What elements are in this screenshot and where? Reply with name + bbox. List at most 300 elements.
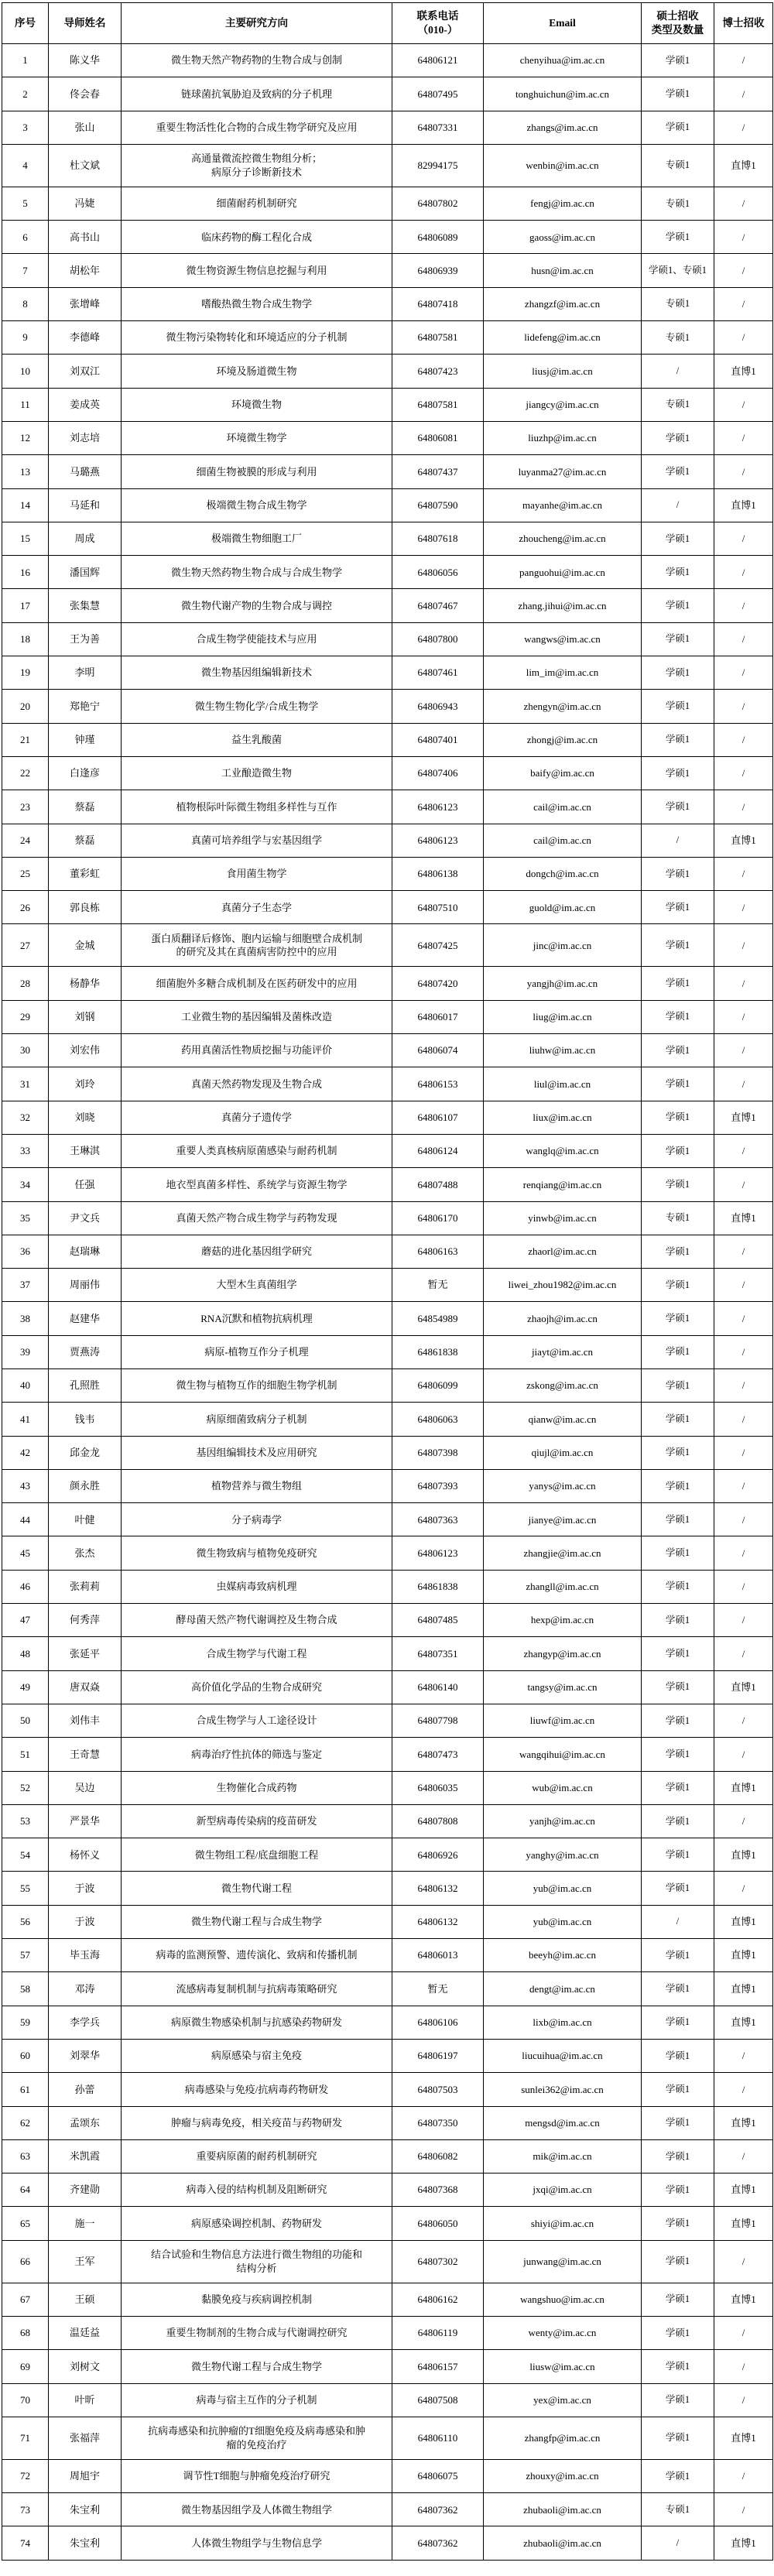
cell-email: fengj@im.ac.cn [484, 187, 642, 220]
cell-name: 胡松年 [49, 254, 122, 287]
cell-phd: / [714, 1335, 773, 1368]
table-row [2, 1905, 773, 1938]
cell-master: 学硕1 [642, 967, 714, 1000]
cell-name: 蔡磊 [49, 824, 122, 857]
cell-master: 专硕1 [642, 287, 714, 320]
cell-phd: / [714, 1536, 773, 1570]
table-row [2, 455, 773, 488]
cell-direction: 重要病原菌的耐药机制研究 [122, 2139, 392, 2173]
table-row [2, 1134, 773, 1167]
cell-name: 张山 [49, 111, 122, 144]
cell-master: 学硕1 [642, 723, 714, 756]
table-row [2, 1872, 773, 1905]
cell-email: cail@im.ac.cn [484, 824, 642, 857]
table-row [2, 1101, 773, 1134]
table-row [2, 1168, 773, 1201]
cell-phd: / [714, 556, 773, 589]
cell-no: 50 [2, 1704, 49, 1737]
cell-email: wenty@im.ac.cn [484, 2317, 642, 2350]
cell-no: 51 [2, 1738, 49, 1771]
cell-no: 36 [2, 1235, 49, 1268]
cell-email: panguohui@im.ac.cn [484, 556, 642, 589]
cell-direction: 益生乳酸菌 [122, 723, 392, 756]
cell-direction: 细菌胞外多糖合成机制及在医药研发中的应用 [122, 967, 392, 1000]
cell-direction: 细菌生物被膜的形成与利用 [122, 455, 392, 488]
table-row [2, 321, 773, 355]
cell-no: 5 [2, 187, 49, 220]
cell-master: 学硕1 [642, 1235, 714, 1268]
cell-master: 学硕1 [642, 1067, 714, 1101]
cell-phd: / [714, 1738, 773, 1771]
table-row [2, 622, 773, 656]
table-row [2, 824, 773, 857]
table-row [2, 1939, 773, 1972]
cell-phone: 64807802 [392, 187, 484, 220]
cell-direction: 真菌天然药物发现及生物合成 [122, 1067, 392, 1101]
cell-email: tangsy@im.ac.cn [484, 1670, 642, 1704]
cell-direction: 食用菌生物学 [122, 857, 392, 890]
cell-name: 叶健 [49, 1503, 122, 1536]
cell-name: 孟颂东 [49, 2106, 122, 2139]
cell-phd: / [714, 2073, 773, 2106]
cell-direction: 环境及肠道微生物 [122, 355, 392, 388]
cell-phone: 64807418 [392, 287, 484, 320]
cell-name: 钟瑾 [49, 723, 122, 756]
cell-phone: 64807488 [392, 1168, 484, 1201]
cell-direction: 蛋白质翻译后修饰、胞内运输与细胞壁合成机制 的研究及其在真菌病害防控中的应用 [122, 924, 392, 967]
cell-phone: 64806157 [392, 2350, 484, 2383]
cell-master: 学硕1 [642, 1368, 714, 1402]
cell-no: 20 [2, 690, 49, 723]
cell-email: zskong@im.ac.cn [484, 1368, 642, 1402]
cell-master: 学硕1 [642, 221, 714, 254]
cell-name: 蔡磊 [49, 790, 122, 824]
cell-email: zhangjie@im.ac.cn [484, 1536, 642, 1570]
cell-master: 学硕1 [642, 1436, 714, 1469]
cell-email: qiujl@im.ac.cn [484, 1436, 642, 1469]
cell-no: 24 [2, 824, 49, 857]
table-row [2, 2106, 773, 2139]
cell-name: 郑艳宁 [49, 690, 122, 723]
cell-phone: 64806132 [392, 1872, 484, 1905]
cell-master: 学硕1 [642, 756, 714, 790]
cell-no: 46 [2, 1570, 49, 1603]
cell-no: 53 [2, 1804, 49, 1838]
cell-phd: / [714, 1872, 773, 1905]
cell-name: 佟会春 [49, 77, 122, 111]
cell-phd: / [714, 1503, 773, 1536]
supervisor-table [2, 2, 773, 2561]
cell-master: 学硕1 [642, 891, 714, 924]
cell-email: zhangzf@im.ac.cn [484, 287, 642, 320]
cell-phd: / [714, 44, 773, 77]
table-row [2, 522, 773, 555]
cell-direction: 微生物代谢工程与合成生物学 [122, 2350, 392, 2383]
cell-no: 42 [2, 1436, 49, 1469]
cell-name: 周旭宇 [49, 2459, 122, 2492]
cell-phd: 直博1 [714, 1771, 773, 1804]
cell-phd: / [714, 421, 773, 454]
cell-direction: 肿瘤与病毒免疫，相关疫苗与药物研发 [122, 2106, 392, 2139]
table-row [2, 1269, 773, 1302]
header-no: 序号 [2, 3, 49, 44]
cell-no: 15 [2, 522, 49, 555]
cell-no: 54 [2, 1838, 49, 1872]
cell-phone: 64806106 [392, 2006, 484, 2039]
cell-phone: 64806123 [392, 1536, 484, 1570]
cell-master: 学硕1 [642, 2106, 714, 2139]
cell-email: liul@im.ac.cn [484, 1067, 642, 1101]
cell-phone: 64806050 [392, 2207, 484, 2240]
cell-name: 王奇慧 [49, 1738, 122, 1771]
cell-phone: 64807420 [392, 967, 484, 1000]
cell-email: yub@im.ac.cn [484, 1905, 642, 1938]
cell-email: mayanhe@im.ac.cn [484, 488, 642, 522]
cell-direction: 微生物代谢产物的生物合成与调控 [122, 589, 392, 622]
cell-email: liux@im.ac.cn [484, 1101, 642, 1134]
cell-name: 陈义华 [49, 44, 122, 77]
cell-no: 16 [2, 556, 49, 589]
cell-name: 郭良栋 [49, 891, 122, 924]
cell-master: 专硕1 [642, 144, 714, 187]
table-row [2, 1335, 773, 1368]
cell-phone: 64861838 [392, 1335, 484, 1368]
cell-phd: / [714, 254, 773, 287]
cell-no: 71 [2, 2417, 49, 2459]
cell-name: 尹文兵 [49, 1201, 122, 1235]
cell-no: 66 [2, 2240, 49, 2283]
cell-name: 刘翠华 [49, 2039, 122, 2072]
cell-name: 于波 [49, 1905, 122, 1938]
cell-name: 冯婕 [49, 187, 122, 220]
cell-phd: / [714, 723, 773, 756]
cell-phone: 64807473 [392, 1738, 484, 1771]
cell-phone: 64807808 [392, 1804, 484, 1838]
cell-phone: 64807618 [392, 522, 484, 555]
cell-email: zhaojh@im.ac.cn [484, 1302, 642, 1335]
cell-phone: 64806926 [392, 1838, 484, 1872]
cell-name: 李学兵 [49, 2006, 122, 2039]
table-row [2, 254, 773, 287]
cell-phone: 64806170 [392, 1201, 484, 1235]
table-row [2, 1972, 773, 2006]
cell-master: 专硕1 [642, 2493, 714, 2526]
cell-phd: / [714, 1469, 773, 1502]
cell-master: 学硕1 [642, 1101, 714, 1134]
cell-direction: 真菌天然产物合成生物学与药物发现 [122, 1201, 392, 1235]
cell-phone: 64807362 [392, 2526, 484, 2560]
cell-direction: 工业微生物的基因编辑及菌株改造 [122, 1000, 392, 1033]
cell-phd: / [714, 77, 773, 111]
cell-phd: / [714, 1403, 773, 1436]
cell-phd: / [714, 756, 773, 790]
table-row [2, 891, 773, 924]
cell-email: yinwb@im.ac.cn [484, 1201, 642, 1235]
cell-no: 67 [2, 2283, 49, 2316]
cell-email: yanys@im.ac.cn [484, 1469, 642, 1502]
cell-phone: 64807495 [392, 77, 484, 111]
cell-phd: 直博1 [714, 1972, 773, 2006]
cell-phone: 64806119 [392, 2317, 484, 2350]
cell-email: yanghy@im.ac.cn [484, 1838, 642, 1872]
cell-email: qianw@im.ac.cn [484, 1403, 642, 1436]
cell-phd: / [714, 2317, 773, 2350]
cell-master: 学硕1 [642, 1469, 714, 1502]
table-row [2, 1704, 773, 1737]
cell-email: zhangyp@im.ac.cn [484, 1637, 642, 1670]
cell-name: 刘玲 [49, 1067, 122, 1101]
cell-name: 张莉莉 [49, 1570, 122, 1603]
table-row [2, 2073, 773, 2106]
cell-direction: 微生物代谢工程 [122, 1872, 392, 1905]
header-phd: 博士招收 [714, 3, 773, 44]
cell-phd: / [714, 1235, 773, 1268]
cell-phd: / [714, 1637, 773, 1670]
table-row [2, 1403, 773, 1436]
cell-direction: 微生物天然产物药物的生物合成与创制 [122, 44, 392, 77]
cell-phd: / [714, 1034, 773, 1067]
table-row [2, 287, 773, 320]
cell-name: 邱金龙 [49, 1436, 122, 1469]
cell-master: 学硕1 [642, 1738, 714, 1771]
cell-master: 学硕1 [642, 2283, 714, 2316]
cell-phd: / [714, 690, 773, 723]
cell-phd: / [714, 656, 773, 690]
cell-phd: 直博1 [714, 2207, 773, 2240]
cell-name: 周成 [49, 522, 122, 555]
cell-phone: 暂无 [392, 1972, 484, 2006]
cell-master: / [642, 2526, 714, 2560]
cell-phd: / [714, 2039, 773, 2072]
cell-no: 56 [2, 1905, 49, 1938]
cell-no: 18 [2, 622, 49, 656]
cell-master: 学硕1 [642, 1335, 714, 1368]
cell-phone: 64807437 [392, 455, 484, 488]
cell-name: 高书山 [49, 221, 122, 254]
cell-direction: 合成生物学与人工途径设计 [122, 1704, 392, 1737]
header-phone: 联系电话 （010-） [392, 3, 484, 44]
cell-direction: 蘑菇的进化基因组学研究 [122, 1235, 392, 1268]
cell-phd: / [714, 1704, 773, 1737]
cell-master: 专硕1 [642, 321, 714, 355]
cell-phd: 直博1 [714, 355, 773, 388]
cell-email: wenbin@im.ac.cn [484, 144, 642, 187]
table-row [2, 2417, 773, 2459]
cell-phone: 64806163 [392, 1235, 484, 1268]
cell-phone: 64807406 [392, 756, 484, 790]
cell-phd: / [714, 2139, 773, 2173]
cell-phone: 64806124 [392, 1134, 484, 1167]
cell-phone: 暂无 [392, 1269, 484, 1302]
cell-email: zhoucheng@im.ac.cn [484, 522, 642, 555]
cell-email: wangws@im.ac.cn [484, 622, 642, 656]
cell-phd: 直博1 [714, 144, 773, 187]
cell-master: 学硕1 [642, 455, 714, 488]
cell-phd: / [714, 522, 773, 555]
table-row [2, 1503, 773, 1536]
cell-master: 学硕1 [642, 1269, 714, 1302]
table-row [2, 221, 773, 254]
cell-phd: 直博1 [714, 1838, 773, 1872]
cell-email: wangshuo@im.ac.cn [484, 2283, 642, 2316]
cell-phd: / [714, 1570, 773, 1603]
cell-phone: 64807368 [392, 2174, 484, 2207]
cell-master: 学硕1 [642, 556, 714, 589]
table-row [2, 924, 773, 967]
cell-no: 38 [2, 1302, 49, 1335]
table-row [2, 2207, 773, 2240]
table-row [2, 589, 773, 622]
cell-email: lixb@im.ac.cn [484, 2006, 642, 2039]
cell-email: lim_im@im.ac.cn [484, 656, 642, 690]
cell-direction: 微生物组工程/底盘细胞工程 [122, 1838, 392, 1872]
cell-no: 9 [2, 321, 49, 355]
cell-name: 张杰 [49, 1536, 122, 1570]
cell-phd: / [714, 2459, 773, 2492]
cell-phd: / [714, 1269, 773, 1302]
cell-master: 学硕1 [642, 1939, 714, 1972]
cell-no: 21 [2, 723, 49, 756]
cell-no: 30 [2, 1034, 49, 1067]
cell-phd: 直博1 [714, 488, 773, 522]
cell-email: cail@im.ac.cn [484, 790, 642, 824]
cell-email: lidefeng@im.ac.cn [484, 321, 642, 355]
cell-direction: 真菌可培养组学与宏基因组学 [122, 824, 392, 857]
cell-master: 学硕1 [642, 2317, 714, 2350]
table-row [2, 2317, 773, 2350]
cell-master: 学硕1 [642, 44, 714, 77]
cell-phone: 64806132 [392, 1905, 484, 1938]
cell-email: liuzhp@im.ac.cn [484, 421, 642, 454]
cell-direction: 植物根际叶际微生物组多样性与互作 [122, 790, 392, 824]
cell-master: 学硕1 [642, 1771, 714, 1804]
table-row [2, 1235, 773, 1268]
cell-master: 学硕1、专硕1 [642, 254, 714, 287]
cell-no: 74 [2, 2526, 49, 2560]
table-row [2, 1570, 773, 1603]
cell-phd: / [714, 589, 773, 622]
cell-name: 姜成英 [49, 388, 122, 421]
cell-email: tonghuichun@im.ac.cn [484, 77, 642, 111]
cell-phone: 64807581 [392, 321, 484, 355]
table-row [2, 1436, 773, 1469]
cell-email: chenyihua@im.ac.cn [484, 44, 642, 77]
cell-no: 52 [2, 1771, 49, 1804]
cell-master: 学硕1 [642, 1503, 714, 1536]
cell-master: 学硕1 [642, 1034, 714, 1067]
cell-master: 学硕1 [642, 2240, 714, 2283]
cell-phone: 64807401 [392, 723, 484, 756]
cell-email: zhengyn@im.ac.cn [484, 690, 642, 723]
cell-name: 刘志培 [49, 421, 122, 454]
cell-direction: 植物营养与微生物组 [122, 1469, 392, 1502]
cell-direction: 重要人类真核病原菌感染与耐药机制 [122, 1134, 392, 1167]
cell-phd: / [714, 857, 773, 890]
cell-master: 学硕1 [642, 790, 714, 824]
cell-phd: / [714, 2240, 773, 2283]
cell-no: 35 [2, 1201, 49, 1235]
cell-no: 47 [2, 1604, 49, 1637]
cell-phone: 64806110 [392, 2417, 484, 2459]
cell-phone: 64807423 [392, 355, 484, 388]
cell-direction: 微生物基因组编辑新技术 [122, 656, 392, 690]
cell-direction: 高通量微流控微生物组分析； 病原分子诊断新技术 [122, 144, 392, 187]
cell-phone: 64806099 [392, 1368, 484, 1402]
cell-direction: 极端微生物合成生物学 [122, 488, 392, 522]
cell-email: yex@im.ac.cn [484, 2383, 642, 2417]
table-row [2, 388, 773, 421]
cell-phone: 64806074 [392, 1034, 484, 1067]
cell-phone: 64806056 [392, 556, 484, 589]
cell-name: 施一 [49, 2207, 122, 2240]
cell-no: 4 [2, 144, 49, 187]
cell-direction: 高价值化学品的生物合成研究 [122, 1670, 392, 1704]
cell-phone: 64806075 [392, 2459, 484, 2492]
cell-name: 温廷益 [49, 2317, 122, 2350]
table-row [2, 77, 773, 111]
cell-direction: 结合试验和生物信息方法进行微生物组的功能和 结构分析 [122, 2240, 392, 2283]
header-direction: 主要研究方向 [122, 3, 392, 44]
cell-no: 63 [2, 2139, 49, 2173]
cell-phd: / [714, 388, 773, 421]
cell-master: 学硕1 [642, 1872, 714, 1905]
cell-phd: / [714, 2350, 773, 2383]
cell-name: 金城 [49, 924, 122, 967]
cell-no: 68 [2, 2317, 49, 2350]
cell-direction: 重要生物制剂的生物合成与代谢调控研究 [122, 2317, 392, 2350]
cell-phone: 64807363 [392, 1503, 484, 1536]
cell-phone: 64807351 [392, 1637, 484, 1670]
cell-master: 学硕1 [642, 857, 714, 890]
cell-name: 刘钢 [49, 1000, 122, 1033]
cell-direction: 酵母菌天然产物代谢调控及生物合成 [122, 1604, 392, 1637]
cell-no: 49 [2, 1670, 49, 1704]
cell-phone: 64806162 [392, 2283, 484, 2316]
cell-no: 17 [2, 589, 49, 622]
cell-phd: / [714, 187, 773, 220]
cell-email: hexp@im.ac.cn [484, 1604, 642, 1637]
table-row [2, 756, 773, 790]
cell-phd: / [714, 455, 773, 488]
cell-master: 学硕1 [642, 1670, 714, 1704]
cell-phd: / [714, 1804, 773, 1838]
cell-phd: / [714, 1067, 773, 1101]
table-row [2, 2240, 773, 2283]
cell-direction: 新型病毒传染病的疫苗研发 [122, 1804, 392, 1838]
cell-name: 潘国辉 [49, 556, 122, 589]
cell-direction: 微生物与植物互作的细胞生物学机制 [122, 1368, 392, 1402]
cell-no: 31 [2, 1067, 49, 1101]
cell-master: 学硕1 [642, 589, 714, 622]
cell-phone: 64806017 [392, 1000, 484, 1033]
cell-name: 周丽伟 [49, 1269, 122, 1302]
cell-direction: 工业酿造微生物 [122, 756, 392, 790]
cell-no: 55 [2, 1872, 49, 1905]
cell-phone: 64807581 [392, 388, 484, 421]
cell-phone: 64807485 [392, 1604, 484, 1637]
cell-email: renqiang@im.ac.cn [484, 1168, 642, 1201]
cell-no: 57 [2, 1939, 49, 1972]
cell-master: 学硕1 [642, 2039, 714, 2072]
cell-phone: 64807362 [392, 2493, 484, 2526]
cell-no: 6 [2, 221, 49, 254]
cell-name: 王琳淇 [49, 1134, 122, 1167]
cell-name: 颜永胜 [49, 1469, 122, 1502]
table-row [2, 355, 773, 388]
cell-phd: / [714, 221, 773, 254]
table-header [2, 3, 773, 44]
cell-no: 7 [2, 254, 49, 287]
